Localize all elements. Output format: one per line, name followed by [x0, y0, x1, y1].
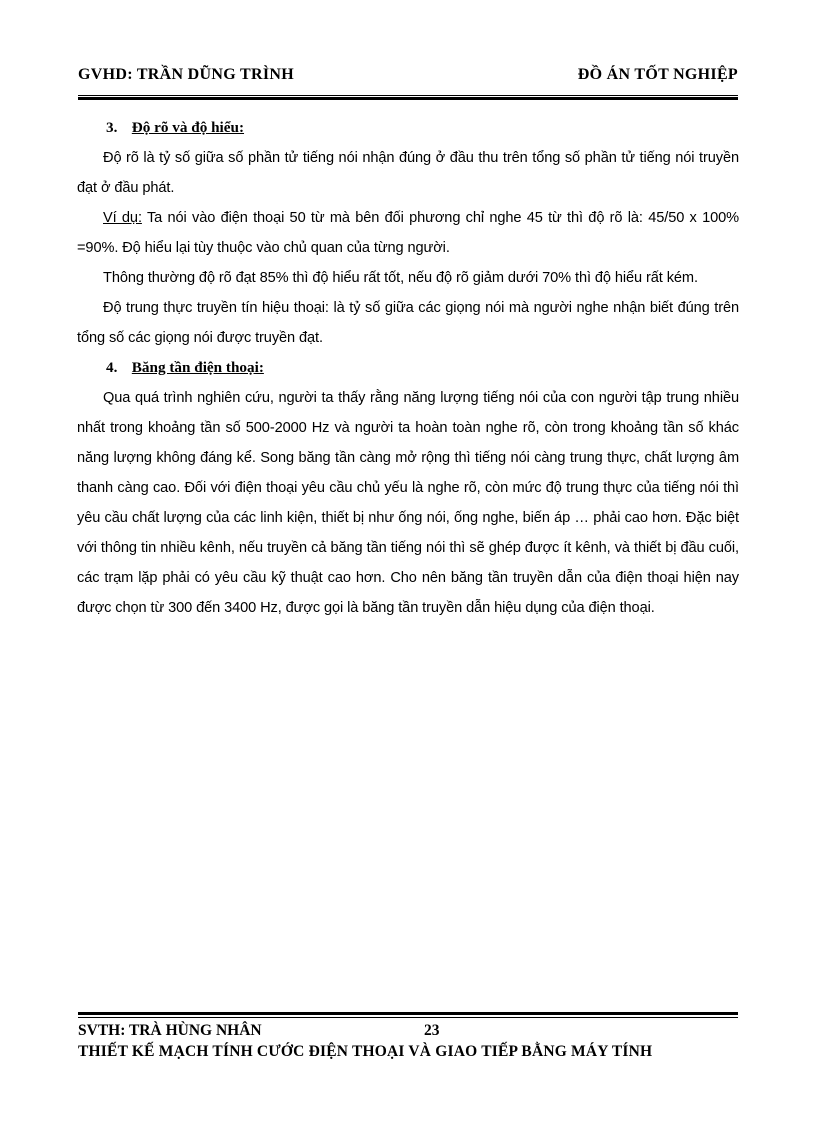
- paragraph: Qua quá trình nghiên cứu, người ta thấy rằng năng lượng tiếng nói của con người tập trung nhiều nhất trong khoảng tần số 500-2000 Hz và người ta hoàn toàn nghe rõ, còn trong khoảng tần số khác năng lượng không đáng kể. Song băng tần càng mở rộng thì tiếng nói càng trung thực, chất lượng âm thanh càng cao. Đối với điện thoại yêu cầu chủ yếu là nghe rõ, còn mức độ trung thực của tiếng nói thì yêu cầu chất lượng của các linh kiện, thiết bị như ống nói, ống nghe, biến áp … phải cao hơn. Đặc biệt với thông tin nhiều kênh, nếu truyền cả băng tần tiếng nói thì sẽ ghép được ít kênh, và thiết bị đầu cuối, các trạm lặp phải có yêu cầu kỹ thuật cao hơn. Cho nên băng tần truyền dẫn của điện thoại hiện nay được chọn từ 300 đến 3400 Hz, được gọi là băng tần truyền dẫn hiệu dụng của điện thoại.: [77, 390, 739, 616]
- footer-rule-thick: [78, 1012, 738, 1015]
- header-rule-thick: [78, 97, 738, 100]
- header-rule-thin: [78, 95, 738, 96]
- section-heading-3: [103, 113, 739, 143]
- paragraph: Độ trung thực truyền tín hiệu thoại: là tỷ số giữa các giọng nói mà người nghe nhận biết đúng trên tổng số các giọng nói được truyền đạt.: [77, 300, 739, 346]
- section-title: Độ rõ và độ hiểu:: [131, 119, 245, 136]
- paragraph-example: [77, 203, 739, 263]
- section-title: Băng tần điện thoại:: [131, 359, 264, 376]
- header-advisor: GVHD: TRẦN DŨNG TRÌNH: [78, 66, 294, 83]
- page-header: [78, 66, 738, 90]
- paragraph: Độ rõ là tỷ số giữa số phần tử tiếng nói nhận đúng ở đầu thu trên tổng số phần tử tiếng nói truyền đạt ở đầu phát.: [77, 150, 739, 196]
- page-body: [77, 113, 740, 623]
- footer-thesis-title: THIẾT KẾ MẠCH TÍNH CƯỚC ĐIỆN THOẠI VÀ GIAO TIẾP BẰNG MÁY TÍNH: [78, 1043, 653, 1060]
- header-doc-type: ĐỒ ÁN TỐT NGHIỆP: [577, 66, 738, 83]
- paragraph: Thông thường độ rõ đạt 85% thì độ hiểu rất tốt, nếu độ rõ giảm dưới 70% thì độ hiểu rất kém.: [103, 270, 698, 286]
- section-heading-4: [103, 353, 739, 383]
- section-number: 3.: [106, 119, 118, 136]
- example-text: Ta nói vào điện thoại 50 từ mà bên đối phương chỉ nghe 45 từ thì độ rõ là: 45/50 x 100% =90%. Độ hiểu lại tùy thuộc vào chủ quan của từng người.: [77, 210, 740, 256]
- footer-rule-thin: [78, 1017, 738, 1018]
- footer-student: SVTH: TRÀ HÙNG NHÂN: [78, 1022, 262, 1039]
- page-number: 23: [424, 1022, 440, 1039]
- example-label: Ví dụ:: [103, 210, 142, 226]
- section-number: 4.: [106, 359, 118, 376]
